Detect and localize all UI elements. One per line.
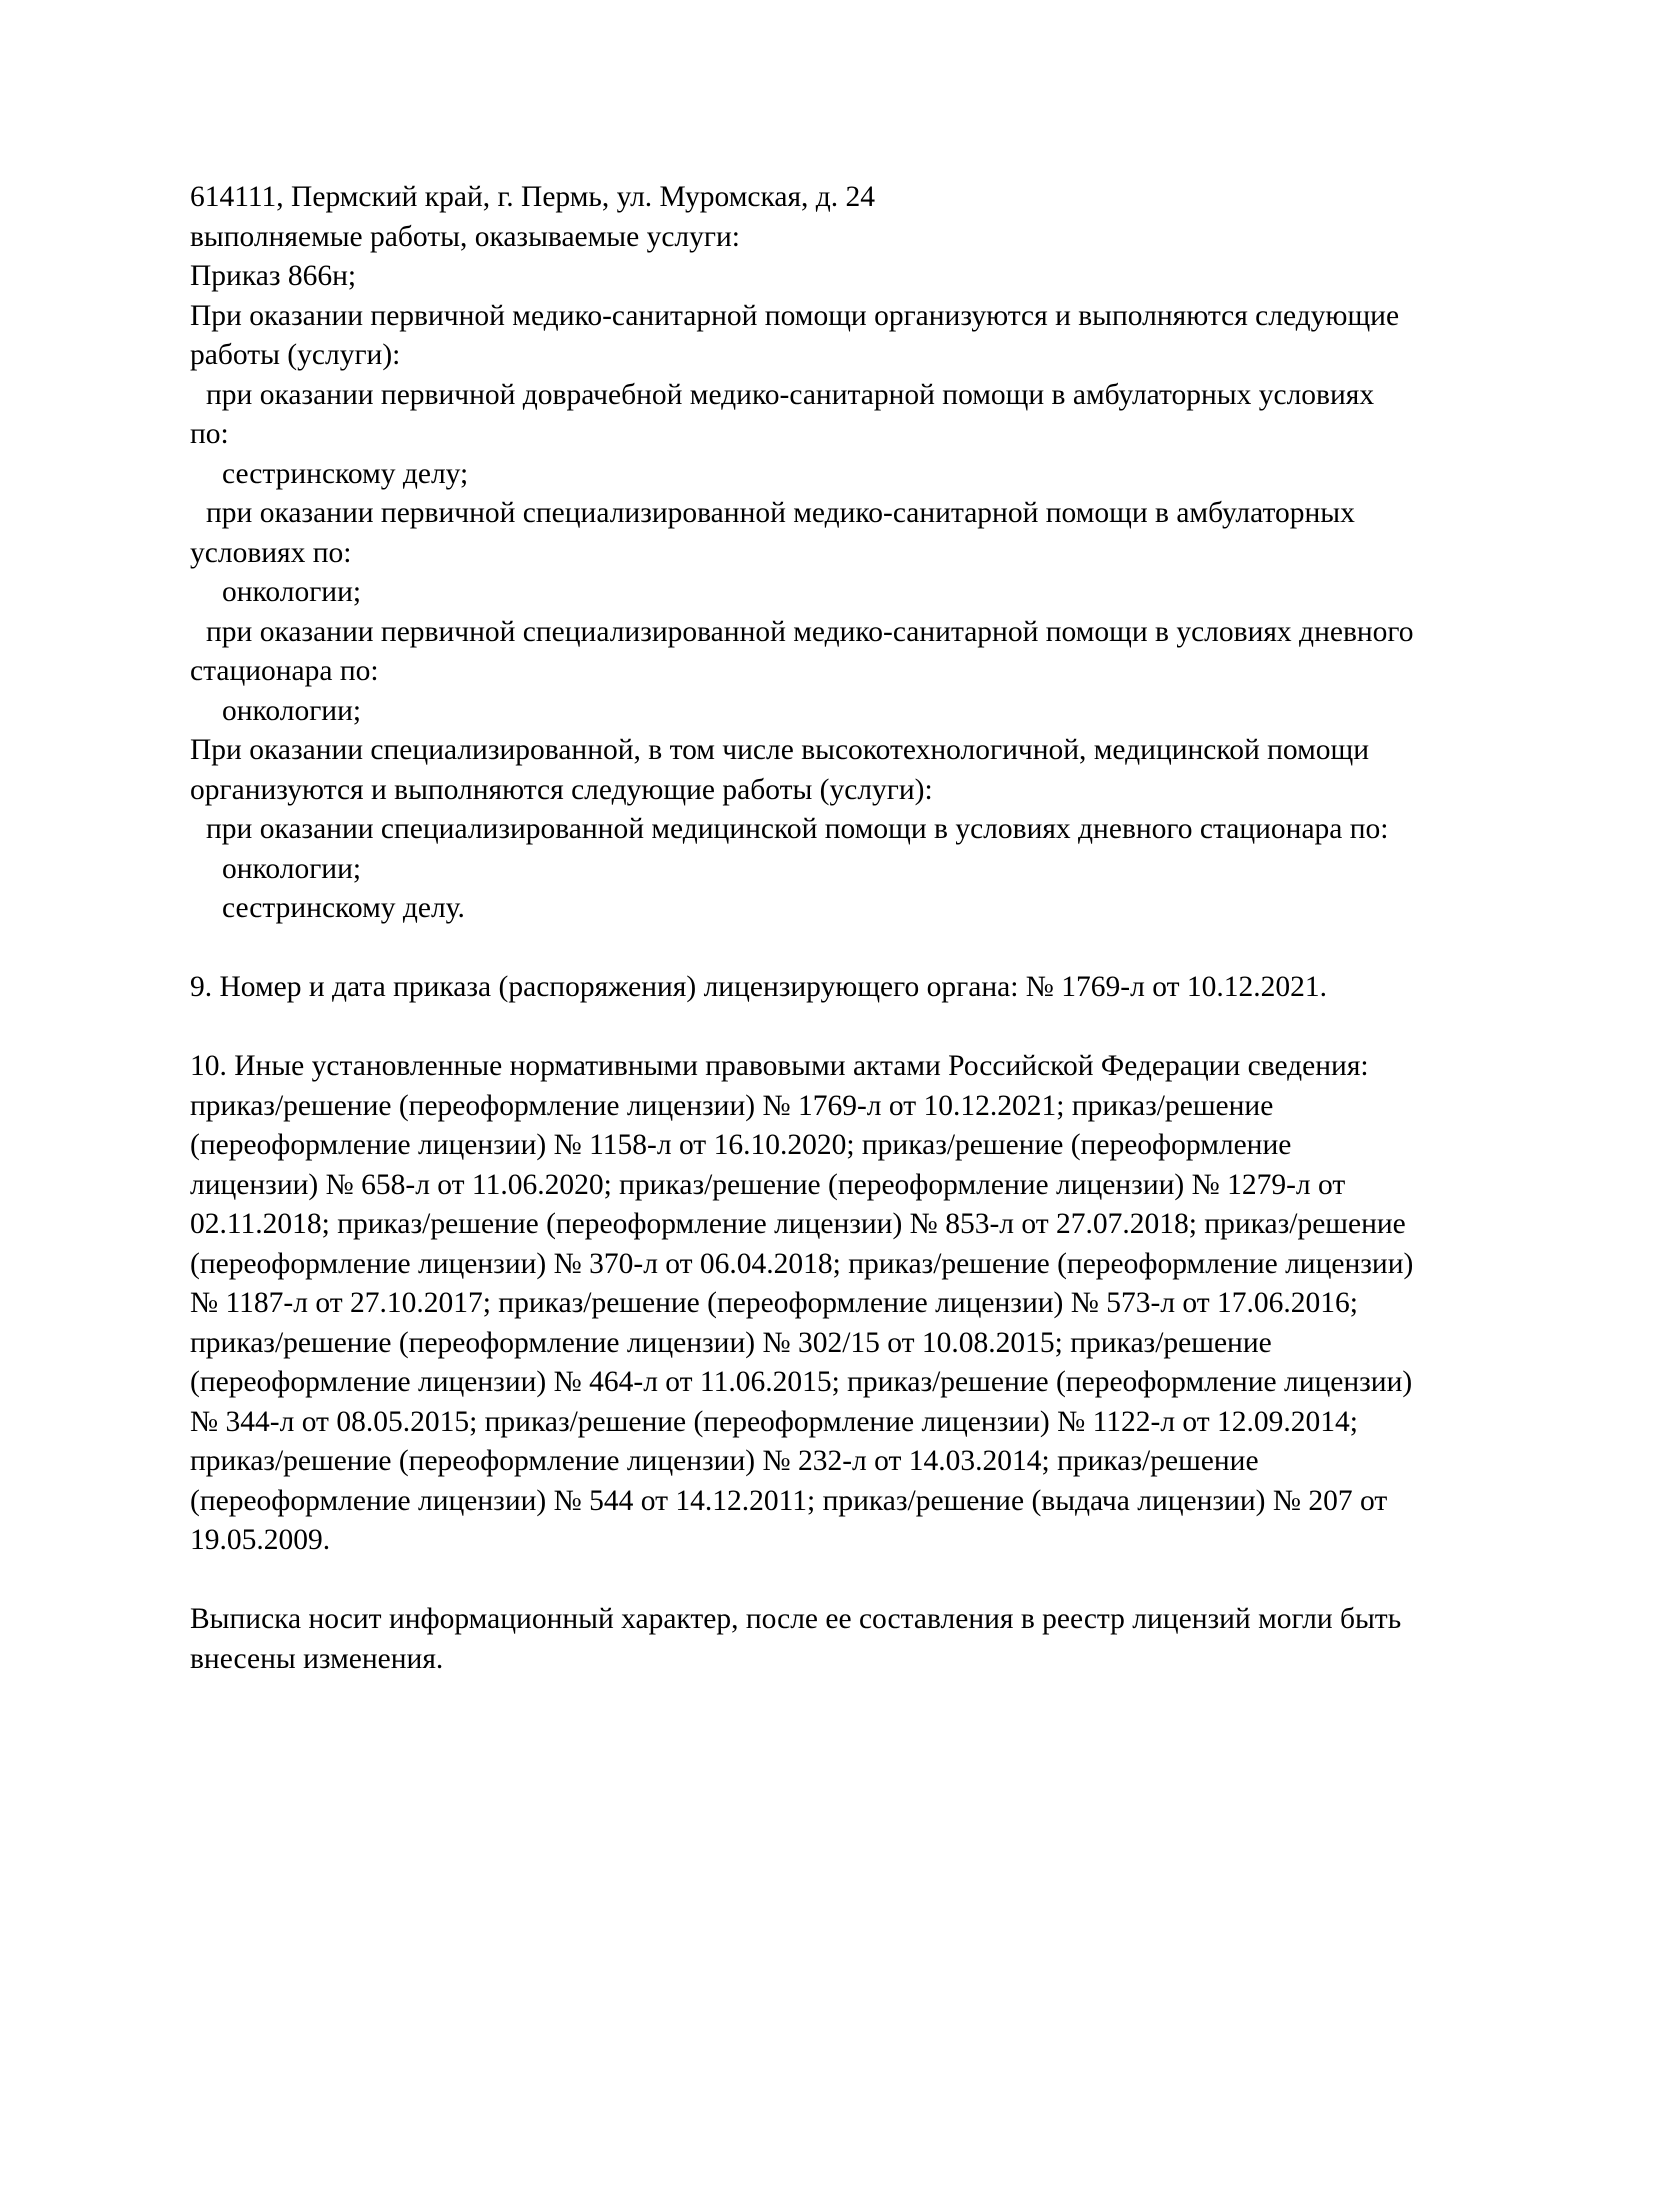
premedical-care-item: сестринскому делу; [222, 457, 469, 490]
specialized-care-heading: При оказании специализированной, в том числе высокотехнологичной, медицинской помощи [190, 734, 1370, 766]
specialized-outpatient-line: при оказании первичной специализированной медико-санитарной помощи в амбулаторных [206, 497, 1355, 529]
specialized-dayhospital-item: онкологии; [222, 694, 362, 727]
section-10-line: (переоформление лицензии) № 370-л от 06.04.2018; приказ/решение (переоформление лицензии) [190, 1247, 1414, 1280]
section-10-line: (переоформление лицензии) № 1158-л от 16.10.2020; приказ/решение (переоформление [190, 1129, 1292, 1161]
specialized-care-heading-cont: организуются и выполняются следующие работы (услуги): [190, 773, 933, 806]
order-reference: Приказ 866н; [190, 260, 357, 292]
specialized-outpatient-item: онкологии; [222, 576, 362, 608]
address-line: 614111, Пермский край, г. Пермь, ул. Муромская, д. 24 [190, 181, 876, 213]
specialized-care-dayhospital-line: при оказании специализированной медицинской помощи в условиях дневного стационара по: [206, 813, 1389, 845]
section-10-line: приказ/решение (переоформление лицензии) № 232-л от 14.03.2014; приказ/решение [190, 1445, 1259, 1477]
services-label: выполняемые работы, оказываемые услуги: [190, 220, 740, 253]
section-10-line: № 344-л от 08.05.2015; приказ/решение (переоформление лицензии) № 1122-л от 12.09.2014; [190, 1405, 1359, 1438]
section-10-line: 10. Иные установленные нормативными правовыми актами Российской Федерации сведения: [190, 1050, 1369, 1082]
section-10-line: 19.05.2009. [190, 1524, 331, 1556]
specialized-dayhospital-line: при оказании первичной специализированной медико-санитарной помощи в условиях дневного [206, 615, 1414, 648]
disclaimer-line: Выписка носит информационный характер, после ее составления в реестр лицензий могли быть [190, 1603, 1402, 1635]
premedical-care-line: при оказании первичной доврачебной медико-санитарной помощи в амбулаторных условиях [206, 378, 1375, 411]
section-10-line: приказ/решение (переоформление лицензии) № 1769-л от 10.12.2021; приказ/решение [190, 1089, 1274, 1122]
specialized-outpatient-line-cont: условиях по: [190, 536, 352, 569]
specialized-care-item-nursing: сестринскому делу. [222, 892, 465, 924]
section-10-line: (переоформление лицензии) № 544 от 14.12.2011; приказ/решение (выдача лицензии) № 207 от [190, 1484, 1388, 1517]
premedical-care-line-cont: по: [190, 418, 229, 450]
section-10-line: лицензии) № 658-л от 11.06.2020; приказ/решение (переоформление лицензии) № 1279-л от [190, 1168, 1346, 1201]
document-page [190, 178, 1570, 1679]
section-10-line: № 1187-л от 27.10.2017; приказ/решение (переоформление лицензии) № 573-л от 17.06.2016; [190, 1287, 1359, 1319]
paragraph-gap [190, 1008, 1570, 1048]
section-10-line: 02.11.2018; приказ/решение (переоформление лицензии) № 853-л от 27.07.2018; приказ/решение [190, 1208, 1406, 1240]
specialized-dayhospital-line-cont: стационара по: [190, 655, 379, 687]
section-10-line: (переоформление лицензии) № 464-л от 11.06.2015; приказ/решение (переоформление лицензии) [190, 1366, 1413, 1398]
primary-care-heading-cont: работы (услуги): [190, 339, 401, 371]
disclaimer [190, 1600, 1570, 1679]
primary-care-heading: При оказании первичной медико-санитарной помощи организуются и выполняются следующие [190, 299, 1400, 332]
specialized-care-item-oncology: онкологии; [222, 852, 362, 885]
paragraph-gap [190, 929, 1570, 969]
section-9: 9. Номер и дата приказа (распоряжения) лицензирующего органа: № 1769-л от 10.12.2021. [190, 971, 1327, 1003]
disclaimer-line: внесены изменения. [190, 1642, 444, 1675]
section-10-line: приказ/решение (переоформление лицензии) № 302/15 от 10.08.2015; приказ/решение [190, 1326, 1272, 1359]
section-10 [190, 1047, 1570, 1561]
paragraph-gap [190, 1561, 1570, 1601]
